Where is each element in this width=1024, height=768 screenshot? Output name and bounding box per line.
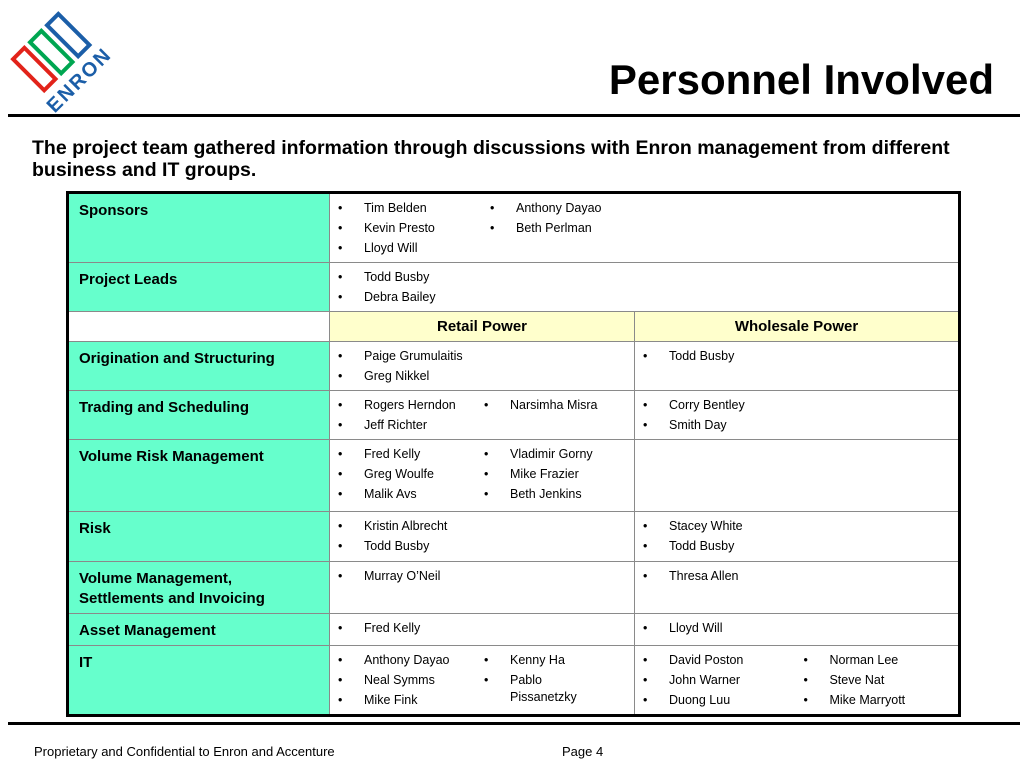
logo-wordmark: ENRON	[42, 43, 117, 118]
title-divider	[8, 114, 1020, 117]
list-item: • Todd Busby	[643, 349, 735, 363]
wholesale-power-header: Wholesale Power	[635, 312, 960, 342]
table-header-row	[68, 312, 960, 342]
list-item: • Pablo Pissanetzky	[484, 673, 577, 704]
list-item: • Rogers Herndon	[338, 398, 456, 412]
retail-names-cell	[330, 614, 635, 646]
wholesale-names-cell	[635, 440, 960, 512]
name-column	[484, 650, 630, 710]
role-label: Origination and Structuring	[68, 342, 330, 391]
list-item: • David Poston	[643, 653, 744, 667]
wholesale-names-cell	[635, 646, 960, 716]
list-item: • Lloyd Will	[643, 621, 723, 635]
personnel-table	[66, 191, 961, 717]
footer-confidentiality: Proprietary and Confidential to Enron and Accenture	[34, 744, 335, 759]
list-item: • Beth Perlman	[490, 221, 592, 235]
names-cell	[330, 263, 960, 312]
retail-names-cell	[330, 512, 635, 562]
list-item: • Anthony Dayao	[338, 653, 450, 667]
list-item: • Todd Busby	[338, 270, 430, 284]
table-row	[68, 193, 960, 263]
wholesale-names-cell	[635, 614, 960, 646]
list-item: • Narsimha Misra	[484, 398, 598, 412]
list-item: • Mike Fink	[338, 693, 418, 707]
list-item: • Mike Frazier	[484, 467, 579, 481]
name-column	[338, 395, 484, 435]
list-item: • Kevin Presto	[338, 221, 435, 235]
list-item: • Lloyd Will	[338, 241, 418, 255]
header-blank-cell	[68, 312, 330, 342]
name-column	[484, 444, 630, 504]
retail-names-cell	[330, 342, 635, 391]
list-item: • Todd Busby	[643, 539, 735, 553]
table-row	[68, 562, 960, 614]
page-number: Page 4	[562, 744, 604, 759]
list-item: • Vladimir Gorny	[484, 447, 593, 461]
name-column	[338, 444, 484, 504]
table-row	[68, 614, 960, 646]
list-item: • Kenny Ha	[484, 653, 565, 667]
role-label: IT	[68, 646, 330, 716]
retail-power-header: Retail Power	[330, 312, 635, 342]
retail-names-cell	[330, 391, 635, 440]
list-item: • Todd Busby	[338, 539, 430, 553]
role-label: Trading and Scheduling	[68, 391, 330, 440]
footer-divider	[8, 722, 1020, 725]
list-item: • Corry Bentley	[643, 398, 745, 412]
list-item: • Norman Lee	[803, 653, 899, 667]
name-column	[338, 650, 484, 710]
intro-text: The project team gathered information through discussions with Enron management from different business and IT groups.	[32, 137, 950, 181]
list-item: • Beth Jenkins	[484, 487, 582, 501]
list-item: • Mike Marryott	[803, 693, 906, 707]
list-item: • Smith Day	[643, 418, 727, 432]
role-label: Risk	[68, 512, 330, 562]
role-label: Project Leads	[68, 263, 330, 312]
wholesale-names-cell	[635, 391, 960, 440]
role-label: Asset Management	[68, 614, 330, 646]
name-column	[484, 395, 630, 435]
name-column	[490, 198, 642, 258]
enron-logo	[10, 8, 118, 118]
table-row	[68, 391, 960, 440]
list-item: • Thresa Allen	[643, 569, 739, 583]
wholesale-names-cell	[635, 342, 960, 391]
list-item: • Tim Belden	[338, 201, 427, 215]
list-item: • Debra Bailey	[338, 290, 436, 304]
role-label: Volume Risk Management	[68, 440, 330, 512]
list-item: • Paige Grumulaitis	[338, 349, 463, 363]
list-item: • Malik Avs	[338, 487, 417, 501]
list-item: • John Warner	[643, 673, 741, 687]
list-item: • Greg Nikkel	[338, 369, 430, 383]
list-item: • Fred Kelly	[338, 447, 421, 461]
role-label: Sponsors	[68, 193, 330, 263]
retail-names-cell	[330, 562, 635, 614]
role-label-line: Settlements and Invoicing	[79, 590, 265, 607]
retail-names-cell	[330, 440, 635, 512]
table-row	[68, 646, 960, 716]
wholesale-names-cell	[635, 512, 960, 562]
list-item: • Neal Symms	[338, 673, 435, 687]
table-row	[68, 512, 960, 562]
table-row	[68, 440, 960, 512]
list-item: • Murray O’Neil	[338, 569, 441, 583]
role-label	[68, 562, 330, 614]
wholesale-names-cell	[635, 562, 960, 614]
names-cell	[330, 193, 960, 263]
table-row	[68, 342, 960, 391]
name-column	[803, 650, 954, 710]
list-item: • Steve Nat	[803, 673, 885, 687]
list-item: • Duong Luu	[643, 693, 731, 707]
table-row	[68, 263, 960, 312]
list-item: • Greg Woulfe	[338, 467, 434, 481]
list-item: • Jeff Richter	[338, 418, 427, 432]
list-item: • Stacey White	[643, 519, 743, 533]
list-item: • Kristin Albrecht	[338, 519, 448, 533]
list-item: • Fred Kelly	[338, 621, 421, 635]
page-title: Personnel Involved	[608, 56, 994, 103]
role-label-line: Volume Management,	[79, 570, 233, 587]
list-item: • Anthony Dayao	[490, 201, 602, 215]
name-column	[338, 198, 490, 258]
name-column	[643, 650, 803, 710]
retail-names-cell	[330, 646, 635, 716]
